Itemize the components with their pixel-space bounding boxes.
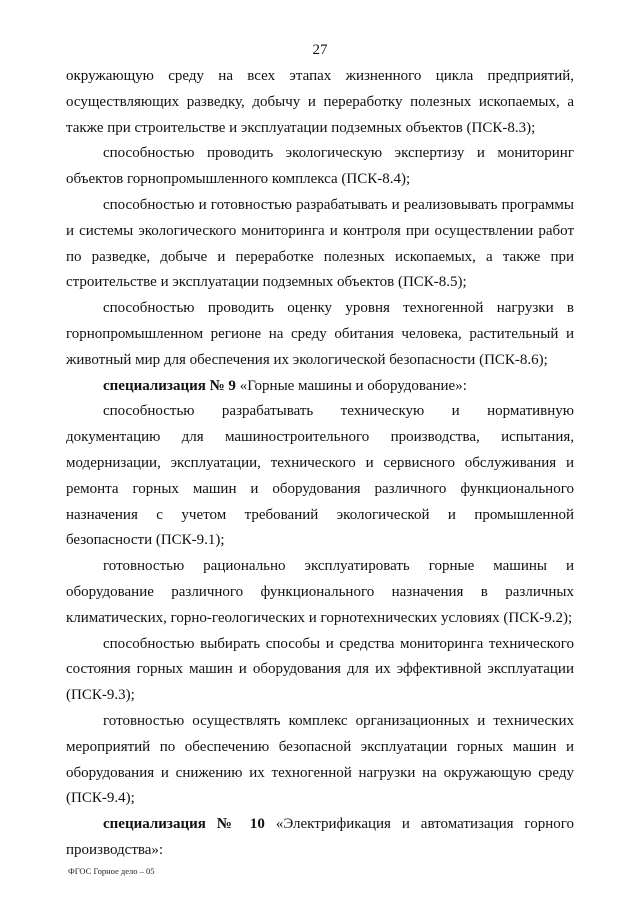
paragraph: способностью разрабатывать техническую и нормативную документацию для машиностроительного производства, испытания, модернизации, эксплуатации, технического и сервисного обслуживания и ремонта горных машин и оборудования различного функционального назначения с учетом требований экологической и промышленной безопасности (ПСК-9.1); xyxy=(66,403,574,549)
paragraph: способностью проводить оценку уровня техногенной нагрузки в горнопромышленном регионе на среду обитания человека, растительный и животный мир для обеспечения их экологической безопасности (ПСК-8.6); xyxy=(66,300,574,368)
document-body xyxy=(66,64,574,864)
specialization-label: специализация № 9 xyxy=(103,377,236,394)
specialization-label: специализация № 10 xyxy=(103,816,265,833)
specialization-heading xyxy=(66,374,574,400)
specialization-title: «Электрификация и автоматизация горного производства»: xyxy=(66,816,575,858)
page-footer: ФГОС Горное дело – 05 xyxy=(68,866,155,876)
paragraph: готовностью рационально эксплуатировать горные машины и оборудование различного функционального назначения в различных климатических, горно-геологических и горнотехнических условиях (ПСК-9.2); xyxy=(66,558,574,626)
paragraph: способностью выбирать способы и средства мониторинга технического состояния горных машин и оборудования для их эффективной эксплуатации (ПСК-9.3); xyxy=(66,635,574,704)
specialization-title: «Горные машины и оборудование»: xyxy=(235,377,467,394)
paragraph: способностью и готовностью разрабатывать и реализовывать программы и системы экологического мониторинга и контроля при осуществлении работ по разведке, добыче и переработке полезных ископаемых, а также при строительстве и эксплуатации подземных объектов (ПСК-8.5); xyxy=(66,196,574,291)
page-number: 27 xyxy=(312,42,328,58)
paragraph: окружающую среду на всех этапах жизненного цикла предприятий, осуществляющих разведку, добычу и переработку полезных ископаемых, а также при строительстве и эксплуатации подземных объектов (ПСК-8.3); xyxy=(66,68,574,136)
paragraph: готовностью осуществлять комплекс организационных и технических мероприятий по обеспечению безопасной эксплуатации горных машин и оборудования и снижению их техногенной нагрузки на окружающую среду (ПСК-9.4); xyxy=(66,712,574,807)
specialization-heading xyxy=(66,812,574,864)
paragraph: способностью проводить экологическую экспертизу и мониторинг объектов горнопромышленного комплекса (ПСК-8.4); xyxy=(66,145,574,188)
